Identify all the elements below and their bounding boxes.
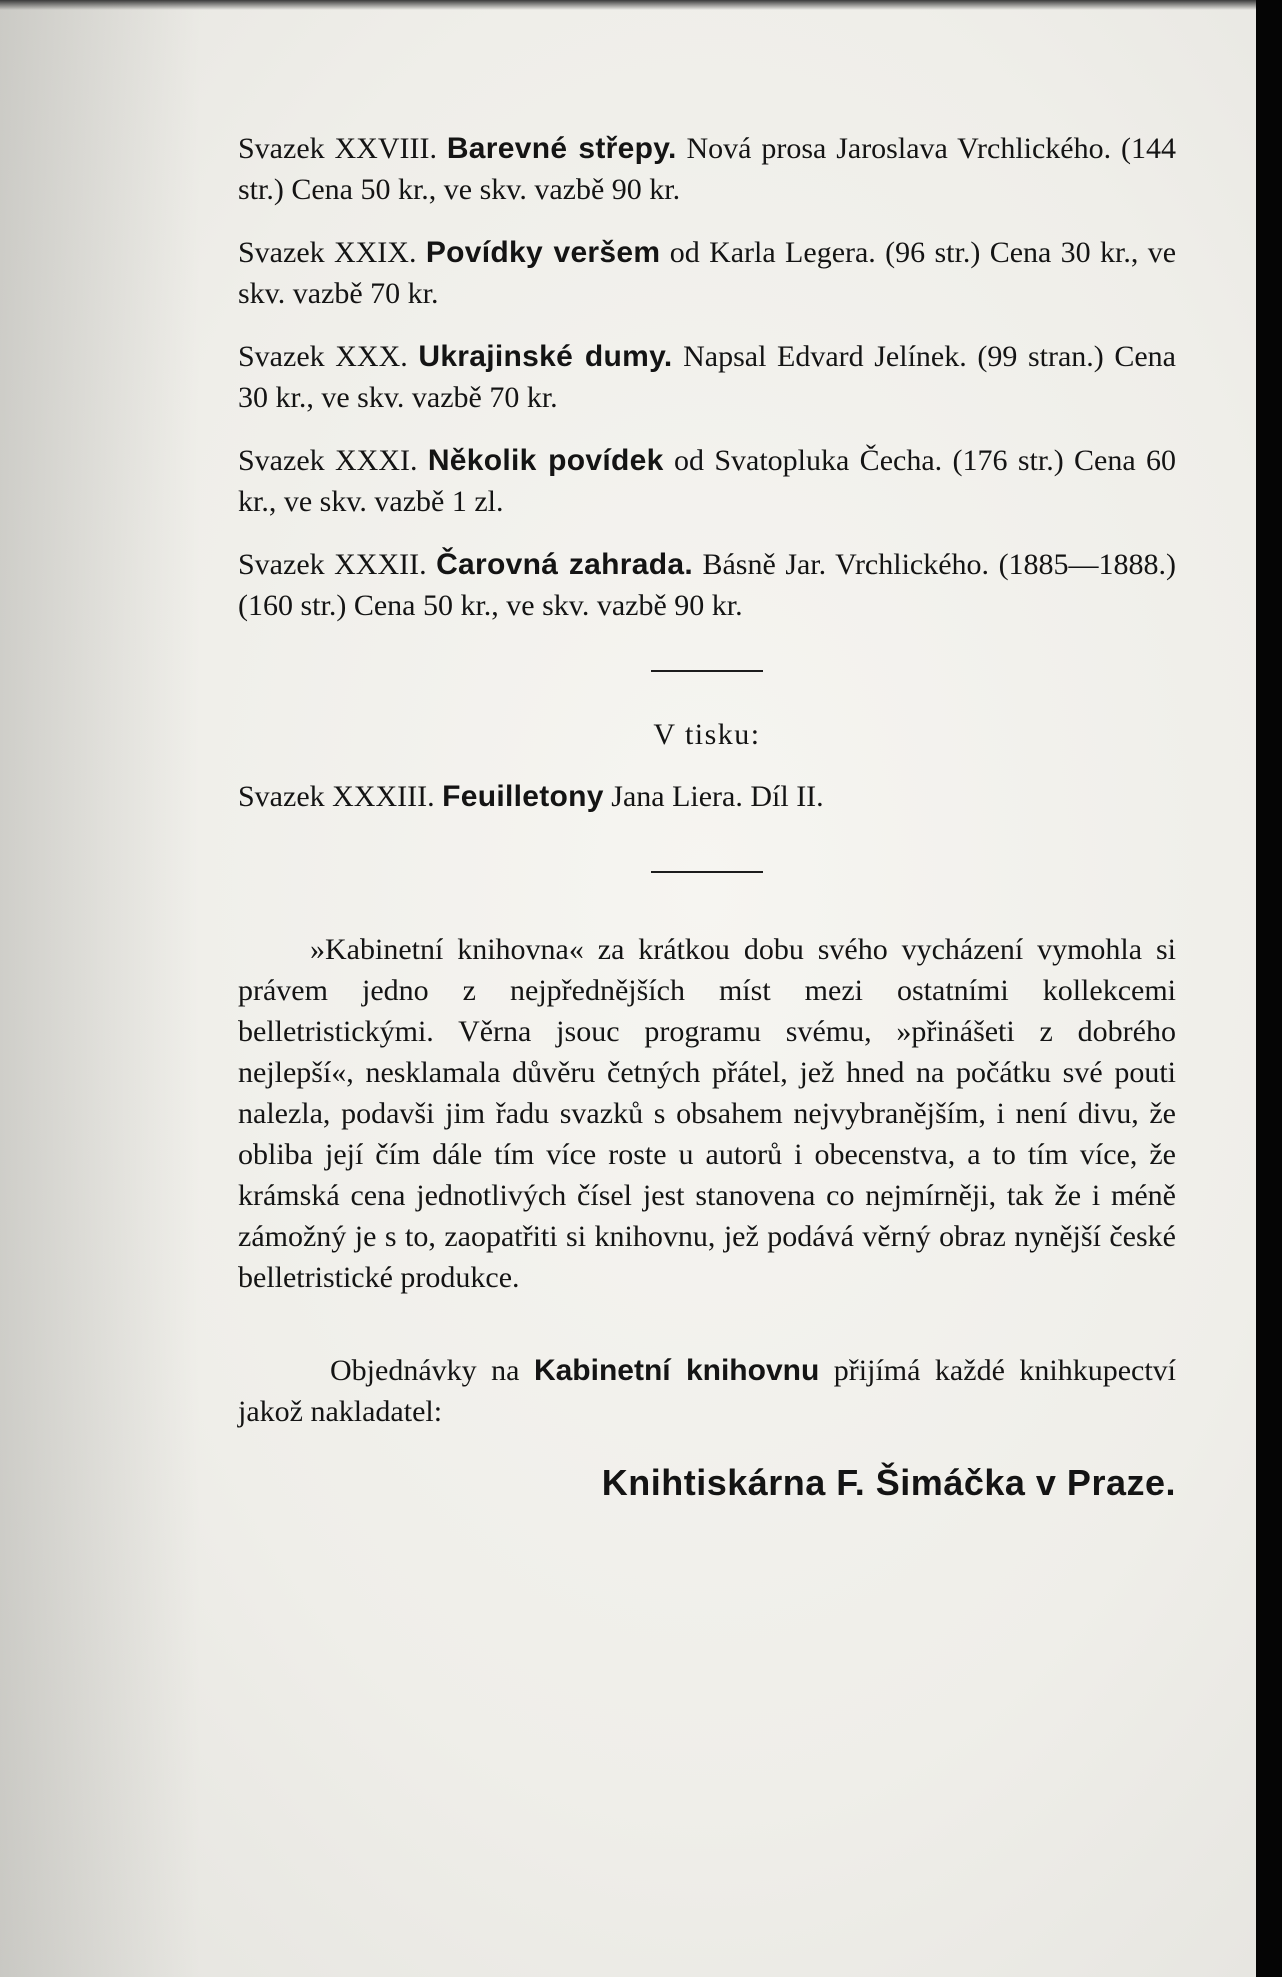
page-shadow — [0, 0, 200, 1977]
library-description: »Kabinetní knihovna« za krátkou dobu svého vycházení vymohla si právem jedno z nejpřednějších míst mezi ostatními kollekcemi belletristickými. Věrna jsouc programu svému, »přinášeti z dobrého nejlepší«, nesklamala důvěru četných přátel, jež hned na počátku své pouti nalezla, podavši jim řadu svazků s obsahem nejvybranějším, i není divu, že obliba její čím dále tím více roste u autorů i obecenstva, a to tím více, že krámská cena jednotlivých čísel jest stanovena co nejmírněji, tak že i méně zámožný je s to, zaopatřiti si knihovnu, jež podává věrný obraz nynější české belletristické produkce. — [238, 933, 1176, 1294]
volume-number: Svazek XXXIII. — [238, 780, 435, 813]
volume-details: (176 str.) Cena 60 kr., ve skv. vazbě 1 zl. — [238, 444, 1177, 518]
volume-author: Karla Legera. — [709, 236, 876, 269]
volume-note: Napsal — [683, 340, 767, 373]
volume-number: Svazek XXXI. — [238, 444, 418, 477]
volume-note: Básně — [702, 548, 776, 581]
volume-note: Nová prosa — [686, 132, 827, 165]
divider-rule — [651, 871, 763, 873]
page-content — [238, 128, 1176, 1504]
catalog-entry-30 — [238, 336, 1176, 418]
volume-author: Jar. Vrchlického. — [785, 548, 990, 581]
volume-details: (144 str.) Cena 50 kr., ve skv. vazbě 90 kr. — [238, 132, 1176, 206]
catalog-entry-28 — [238, 128, 1176, 210]
catalog-entry-32 — [238, 544, 1176, 626]
divider-rule — [651, 670, 763, 672]
volume-title: Několik povídek — [427, 444, 664, 477]
in-print-heading: V tisku: — [653, 718, 761, 751]
orders-library-name: Kabinetní knihovnu — [533, 1354, 820, 1387]
volume-author: Svatopluka Čecha. — [714, 444, 943, 477]
volume-number: Svazek XXVIII. — [238, 132, 437, 165]
volume-title: Feuilletony — [442, 780, 604, 813]
page-top-edge — [0, 0, 1282, 10]
orders-notice — [238, 1350, 1176, 1432]
printer-imprint: Knihtiskárna F. Šimáčka v Praze. — [601, 1462, 1176, 1503]
volume-part: Díl II. — [750, 780, 824, 813]
volume-author: Edvard Jelínek. — [777, 340, 967, 373]
catalog-entry-29 — [238, 232, 1176, 314]
scan-border — [1256, 0, 1282, 1977]
volume-author: Jaroslava Vrchlického. — [836, 132, 1112, 165]
volume-note: od — [673, 444, 704, 477]
volume-title: Čarovná zahrada. — [436, 548, 693, 581]
catalog-entry-31 — [238, 440, 1176, 522]
volume-number: Svazek XXXII. — [238, 548, 427, 581]
volume-note: od — [669, 236, 700, 269]
volume-title: Povídky veršem — [425, 236, 661, 269]
volume-number: Svazek XXIX. — [238, 236, 417, 269]
catalog-entry-33 — [238, 776, 1176, 817]
orders-text: Objednávky na — [330, 1354, 520, 1387]
volume-details: (99 stran.) Cena 30 kr., ve skv. vazbě 70 kr. — [238, 340, 1176, 414]
volume-number: Svazek XXX. — [238, 340, 408, 373]
volume-title: Ukrajinské dumy. — [418, 340, 673, 373]
volume-details: (96 str.) Cena 30 kr., ve skv. vazbě 70 kr. — [238, 236, 1177, 310]
orders-text-end: přijímá každé knihkupectví jakož nakladatel: — [238, 1354, 1177, 1428]
volume-author: Jana Liera. — [611, 780, 743, 813]
volume-details: (1885—1888.) (160 str.) Cena 50 kr., ve skv. vazbě 90 kr. — [238, 548, 1177, 622]
volume-title: Barevné střepy. — [446, 132, 677, 165]
